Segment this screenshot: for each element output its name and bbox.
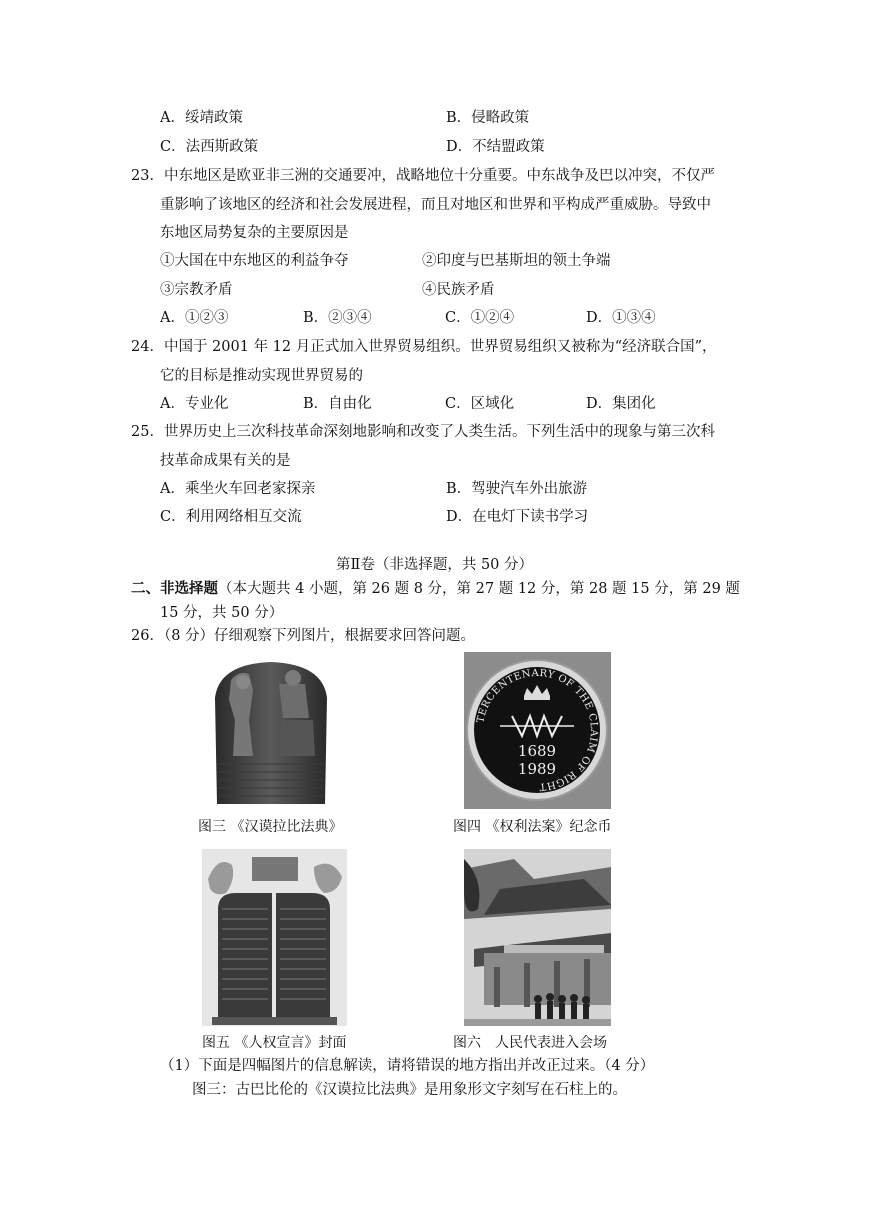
q23-stem-line-2: 重影响了该地区的经济和社会发展进程，而且对地区和世界和平构成严重威胁。导致中 xyxy=(160,197,711,213)
q23-item-4: ④民族矛盾 xyxy=(422,282,495,298)
caption-figure-3: 图三 《汉谟拉比法典》 xyxy=(198,819,343,835)
q23-option-c: C．①②④ xyxy=(445,310,515,326)
part2-heading-rest: （本大题共 4 小题，第 26 题 8 分，第 27 题 12 分，第 28 题 15 分，第 29 题 xyxy=(218,581,740,597)
q26-sub1-line: 图三：古巴比伦的《汉谟拉比法典》是用象形文字刻写在石柱上的。 xyxy=(192,1082,627,1098)
coin-year-2: 1989 xyxy=(517,760,557,778)
coin-ring-text: TERCENTENARY OF THE CLAIM OF RIGHT xyxy=(475,667,600,793)
figure-declaration-rights xyxy=(202,849,347,1026)
q26-stem: 26．（8 分）仔细观察下列图片，根据要求回答问题。 xyxy=(131,628,476,644)
caption-figure-4: 图四 《权利法案》纪念币 xyxy=(453,819,612,835)
coin-image xyxy=(464,652,611,809)
caption-figure-5: 图五 《人权宣言》封面 xyxy=(202,1035,347,1051)
declaration-image xyxy=(202,849,347,1026)
q25-option-a: A．乘坐火车回老家探亲 xyxy=(160,481,316,497)
q25-option-d: D．在电灯下读书学习 xyxy=(446,509,589,525)
q25-stem-line-1: 25．世界历史上三次科技革命深刻地影响和改变了人类生活。下列生活中的现象与第三次科 xyxy=(131,424,715,440)
q24-option-b: B．自由化 xyxy=(303,396,372,412)
hall-photo xyxy=(464,849,611,1026)
q22-option-d: D．不结盟政策 xyxy=(446,139,545,155)
q24-stem-line-1: 24．中国于 2001 年 12 月正式加入世界贸易组织。世界贸易组织又被称为“经济联合国”， xyxy=(131,339,717,355)
q23-option-b: B．②③④ xyxy=(303,310,372,326)
part2-heading xyxy=(131,579,740,599)
q22-option-a: A．绥靖政策 xyxy=(160,110,243,126)
q24-option-a: A．专业化 xyxy=(160,396,229,412)
part2-heading-bold: 二、非选择题 xyxy=(131,580,218,597)
caption-figure-6: 图六 人民代表进入会场 xyxy=(453,1035,607,1051)
q24-option-d: D．集团化 xyxy=(586,396,656,412)
q26-sub1: （1）下面是四幅图片的信息解读，请将错误的地方指出并改正过来。（4 分） xyxy=(160,1058,655,1074)
part2-title: 第Ⅱ卷（非选择题，共 50 分） xyxy=(335,557,534,573)
part2-heading-cont: 15 分，共 50 分） xyxy=(160,605,284,621)
q23-stem-line-3: 东地区局势复杂的主要原因是 xyxy=(160,225,349,241)
q23-option-a: A．①②③ xyxy=(160,310,229,326)
q25-stem-line-2: 技革命成果有关的是 xyxy=(160,453,291,469)
q23-stem-line-1: 23．中东地区是欧亚非三洲的交通要冲，战略地位十分重要。中东战争及巴以冲突，不仅严 xyxy=(131,168,715,184)
q23-item-1: ①大国在中东地区的利益争夺 xyxy=(160,253,349,269)
q23-item-3: ③宗教矛盾 xyxy=(160,282,233,298)
q24-stem-line-2: 它的目标是推动实现世界贸易的 xyxy=(160,368,363,384)
q25-option-b: B．驾驶汽车外出旅游 xyxy=(446,481,588,497)
q22-option-b: B．侵略政策 xyxy=(446,110,530,126)
q22-option-c: C．法西斯政策 xyxy=(160,139,259,155)
figure-hammurabi-stele xyxy=(209,660,332,804)
stele-image xyxy=(209,660,332,804)
figure-bill-of-rights-coin xyxy=(464,652,611,809)
q23-option-d: D．①③④ xyxy=(586,310,656,326)
q25-option-c: C．利用网络相互交流 xyxy=(160,509,302,525)
figure-representatives-entering xyxy=(464,849,611,1026)
q24-option-c: C．区域化 xyxy=(445,396,515,412)
coin-year-1: 1689 xyxy=(517,742,557,760)
q23-item-2: ②印度与巴基斯坦的领土争端 xyxy=(422,253,611,269)
